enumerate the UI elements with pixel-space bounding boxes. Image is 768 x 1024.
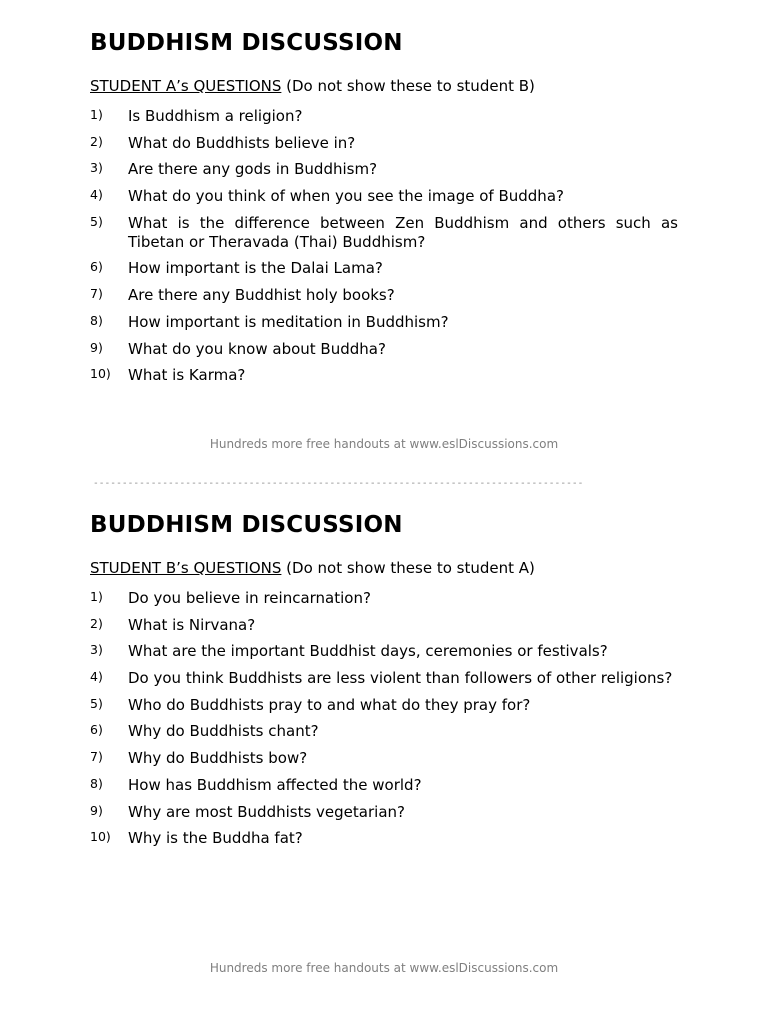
question-item (90, 642, 678, 661)
question-item (90, 107, 678, 126)
section-student-b (90, 510, 678, 856)
question-number: 10) (90, 366, 111, 382)
question-text: What is Nirvana? (128, 615, 256, 634)
question-text: Do you believe in reincarnation? (128, 589, 371, 607)
page-title: BUDDHISM DISCUSSION (90, 30, 403, 56)
question-text: What is Karma? (128, 366, 246, 385)
question-item (90, 259, 678, 278)
question-list (90, 589, 678, 848)
student-label: STUDENT A’s QUESTIONS (90, 77, 282, 95)
question-text: What do Buddhists believe in? (128, 133, 356, 152)
question-text: Why do Buddhists bow? (128, 749, 308, 768)
question-text: Do you think Buddhists are less violent than followers of other religions? (128, 669, 673, 688)
question-number: 9) (90, 802, 103, 818)
footer-link: Hundreds more free handouts at www.eslDiscussions.com (209, 437, 559, 451)
question-number: 6) (90, 259, 103, 275)
instruction-note: (Do not show these to student A) (281, 559, 535, 577)
question-number: 5) (90, 695, 103, 711)
question-number: 7) (90, 286, 103, 302)
student-label: STUDENT B’s QUESTIONS (90, 559, 282, 577)
section-subtitle (90, 76, 678, 96)
question-number: 3) (90, 642, 103, 658)
question-item (90, 749, 678, 768)
question-number: 8) (90, 775, 103, 791)
question-text: Why is the Buddha fat? (128, 829, 303, 848)
question-item (90, 669, 678, 688)
question-text: Why do Buddhists chant? (128, 722, 319, 741)
question-item (90, 776, 678, 795)
question-text: What do you think of when you see the image of Buddha? (128, 187, 564, 206)
question-number: 4) (90, 187, 103, 203)
question-text: How important is meditation in Buddhism? (128, 312, 449, 331)
question-number: 4) (90, 669, 103, 685)
question-text: What do you know about Buddha? (128, 339, 386, 358)
question-number: 9) (90, 339, 103, 355)
question-number: 2) (90, 615, 103, 631)
question-item (90, 803, 678, 822)
question-text: Why are most Buddhists vegetarian? (128, 802, 405, 821)
question-item (90, 366, 678, 385)
question-list (90, 107, 678, 385)
question-text: How important is the Dalai Lama? (128, 259, 383, 278)
question-number: 7) (90, 749, 103, 765)
question-item (90, 616, 678, 635)
question-item (90, 160, 678, 179)
footer-link: Hundreds more free handouts at www.eslDiscussions.com (209, 961, 559, 975)
question-item (90, 722, 678, 741)
instruction-note: (Do not show these to student B) (281, 77, 535, 95)
question-item (90, 187, 678, 206)
question-item (90, 214, 678, 252)
page-title: BUDDHISM DISCUSSION (90, 512, 403, 538)
question-number: 2) (90, 133, 103, 149)
question-number: 10) (90, 829, 111, 845)
section-subtitle (90, 558, 678, 578)
question-text: Who do Buddhists pray to and what do they pray for? (128, 695, 531, 714)
question-text: What are the important Buddhist days, ceremonies or festivals? (128, 642, 608, 661)
section-student-a (90, 28, 678, 393)
question-item (90, 696, 678, 715)
question-text: Is Buddhism a religion? (128, 107, 303, 125)
question-item (90, 340, 678, 359)
question-number: 1) (90, 589, 103, 604)
question-item (90, 313, 678, 332)
question-number: 3) (90, 160, 103, 176)
question-item (90, 134, 678, 153)
question-text: What is the difference between Zen Buddhism and others such as Tibetan or Theravada (Thai) Buddhism? (128, 213, 678, 251)
question-text: How has Buddhism affected the world? (128, 775, 422, 794)
question-item (90, 286, 678, 305)
question-text: Are there any Buddhist holy books? (128, 286, 395, 305)
cut-line-divider: ------------------------------------------------------------------------------------- (93, 478, 584, 489)
question-number: 6) (90, 722, 103, 738)
question-item (90, 589, 678, 608)
question-number: 5) (90, 213, 103, 229)
question-item (90, 829, 678, 848)
question-number: 8) (90, 312, 103, 328)
question-text: Are there any gods in Buddhism? (128, 160, 378, 179)
question-number: 1) (90, 107, 103, 122)
